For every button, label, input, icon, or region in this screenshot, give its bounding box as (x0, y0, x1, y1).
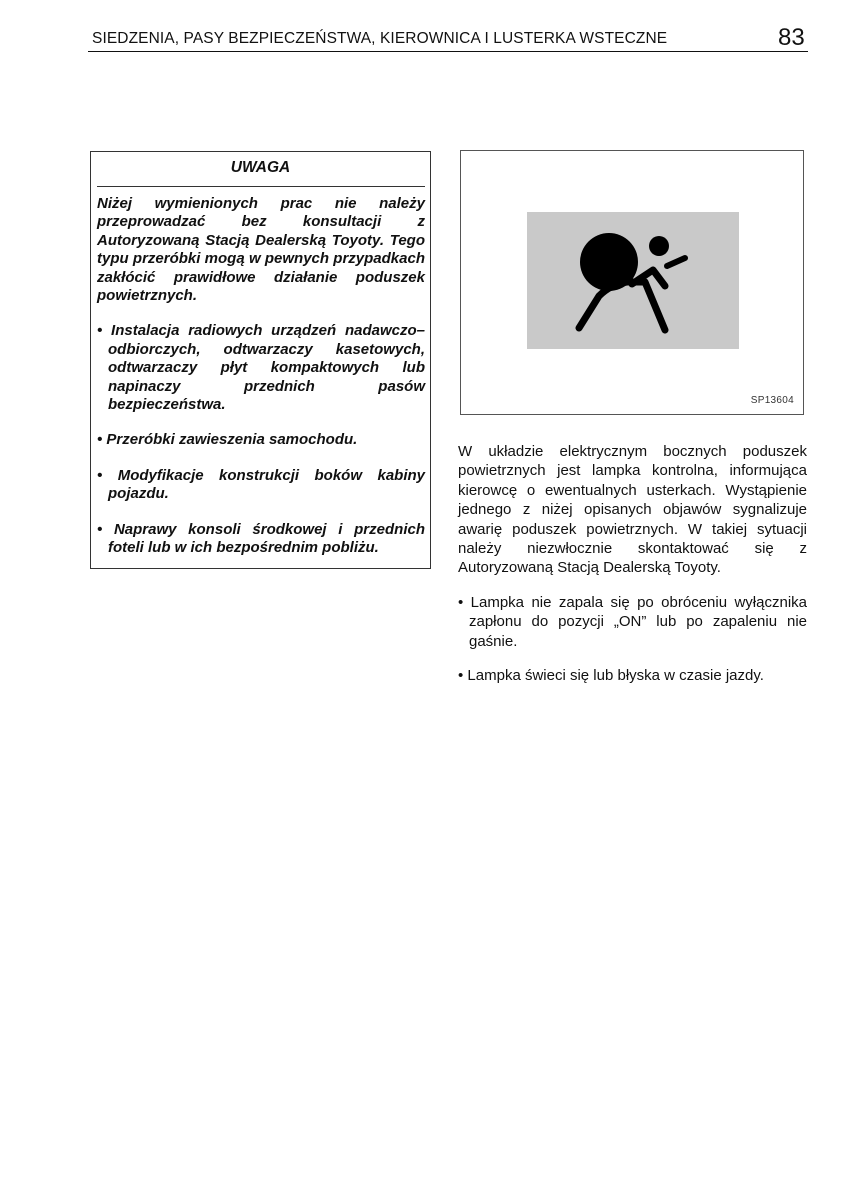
warning-item: • Modyfikacje konstrukcji boków kabiny pojazdu. (97, 466, 425, 503)
airbag-indicator-panel (527, 212, 739, 349)
body-text (458, 442, 807, 700)
warning-body (97, 195, 425, 575)
chapter-title: SIEDZENIA, PASY BEZPIECZEŃSTWA, KIEROWNICA I LUSTERKA WSTECZNE (92, 30, 668, 47)
figure-frame (460, 150, 804, 415)
warning-box (90, 151, 431, 569)
warning-item: • Instalacja radiowych urządzeń nadawczo–odbiorczych, odtwarzaczy kasetowych, odtwarzaczy płyt kompaktowych lub napinaczy przednich pasów bezpieczeństwa. (97, 322, 425, 414)
warning-item: • Naprawy konsoli środkowej i przednich foteli lub w ich bezpośrednim pobliżu. (97, 520, 425, 557)
warning-item: • Przeróbki zawieszenia samochodu. (97, 431, 358, 449)
page-number: 83 (778, 24, 805, 51)
body-paragraph: W układzie elektrycznym bocznych poduszek powietrznych jest lampka kontrolna, informująca kierowcę o ewentualnych usterkach. Wystąpienie jednego z niżej opisanych objawów sygnalizuje awarię poduszek powietrznych. W takiej sytuacji należy niezwłocznie skontaktować się z Autoryzowaną Stacją Dealerską Toyoty. (458, 443, 807, 577)
airbag-warning-icon (527, 212, 739, 349)
warning-title: UWAGA (230, 159, 291, 176)
body-item: • Lampka świeci się lub błyska w czasie jazdy. (458, 667, 764, 685)
header-divider (88, 51, 808, 52)
body-item: • Lampka nie zapala się po obróceniu wyłącznika zapłonu do pozycji „ON” lub po zapaleniu nie gaśnie. (458, 593, 807, 650)
figure-code: SP13604 (750, 395, 794, 406)
warning-intro: Niżej wymienionych prac nie należy przeprowadzać bez konsultacji z Autoryzowaną Stacją Dealerską Toyoty. Tego typu przeróbki mogą w pewnych przypadkach zakłócić prawidłowe działanie poduszek powietrznych. (97, 195, 425, 305)
warning-divider (97, 186, 425, 187)
